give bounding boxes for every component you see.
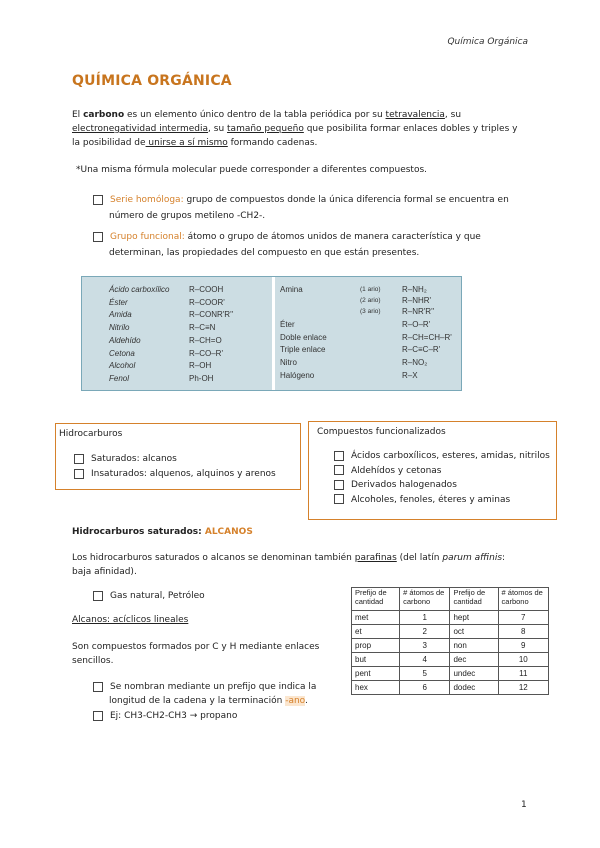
compuestos-text: Son compuestos formados por C y H mediante enlaces sencillos.: [72, 642, 320, 666]
checkbox[interactable]: [93, 711, 103, 721]
checkbox[interactable]: [334, 494, 344, 504]
checkbox[interactable]: [93, 682, 103, 692]
left-formulas: R–COOH R–COOR' R–CONR'R'' R–C≡N R–CH=O R–CO–R' R–OH Ph-OH: [189, 285, 234, 383]
alcanos-intro: Los hidrocarburos saturados o alcanos se denominan también parafinas (del latín parum affinis: baja afinidad).: [72, 553, 506, 577]
functional-groups-table: [81, 276, 462, 391]
right-formulas: R–O–R' R–CH=CH–R' R–C≡C–R' R–NO₂ R–X: [402, 320, 452, 380]
table-header-row: Prefijo de cantidad # átomos de carbono Prefijo de cantidad # átomos de carbono: [352, 588, 549, 611]
def-serie-homologa: Serie homóloga: grupo de compuestos donde la única diferencia formal se encuentra en número de grupos metileno -CH2-.: [93, 192, 543, 224]
table-row: et 2 oct 8: [352, 625, 549, 639]
funcionalizados-title: Compuestos funcionalizados: [317, 427, 446, 437]
aciclicos-heading: Alcanos: acíclicos lineales: [72, 615, 189, 625]
list-item: Insaturados: alquenos, alquinos y arenos: [74, 467, 276, 482]
carbono-term: carbono: [83, 110, 125, 120]
checkbox[interactable]: [93, 232, 103, 242]
list-item: Aldehídos y cetonas: [334, 464, 550, 479]
unirse-term: unirse a sí mismo: [145, 138, 228, 148]
checkbox[interactable]: [93, 195, 103, 205]
electronegatividad-term: electronegatividad intermedia: [72, 124, 209, 134]
checkbox[interactable]: [334, 465, 344, 475]
ejemplo-item: Ej: CH3-CH2-CH3 → propano: [93, 709, 237, 723]
gas-item: Gas natural, Petróleo: [93, 589, 205, 603]
list-item: Alcoholes, fenoles, éteres y aminas: [334, 493, 550, 508]
table-row: prop 3 non 9: [352, 639, 549, 653]
checkbox[interactable]: [74, 454, 84, 464]
amina-label: Amina: [280, 285, 303, 294]
left-names: Ácido carboxílico Éster Amida Nitrilo Aldehído Cetona Alcohol Fenol: [109, 285, 170, 383]
formula-note: *Una misma fórmula molecular puede corresponder a diferentes compuestos.: [76, 165, 427, 175]
checkbox[interactable]: [93, 591, 103, 601]
amina-formulas: R–NH₂ R–NHR' R–NR'R'': [402, 285, 435, 316]
checkbox[interactable]: [74, 469, 84, 479]
page-title: QUÍMICA ORGÁNICA: [72, 73, 232, 89]
prefix-table: [351, 587, 549, 695]
funcionalizados-box: [308, 421, 557, 520]
list-item: Derivados halogenados: [334, 478, 550, 493]
hidrocarburos-box: [55, 423, 301, 490]
table-row: met 1 hept 7: [352, 611, 549, 625]
right-names: Éter Doble enlace Triple enlace Nitro Halógeno: [280, 320, 327, 380]
intro-paragraph: El carbono es un elemento único dentro de la tabla periódica por su tetravalencia, su electronegatividad intermedia, su tamaño pequeño que posibilita formar enlaces dobles y triples y la posibilidad de unirse a sí mismo formando cadenas.: [72, 110, 518, 148]
hidrocarburos-title: Hidrocarburos: [59, 429, 123, 439]
checkbox[interactable]: [334, 480, 344, 490]
list-item: Ácidos carboxílicos, esteres, amidas, nitrilos: [334, 449, 550, 464]
table-row: hex 6 dodec 12: [352, 681, 549, 695]
list-item: Saturados: alcanos: [74, 452, 276, 467]
running-header: Química Orgánica: [447, 37, 528, 47]
def-grupo-funcional: Grupo funcional: átomo o grupo de átomos unidos de manera característica y que determinan, las propiedades del compuesto en que están presentes.: [93, 229, 543, 261]
alcanos-heading: Hidrocarburos saturados: ALCANOS: [72, 527, 253, 537]
page-number: 1: [521, 800, 527, 810]
table-row: pent 5 undec 11: [352, 667, 549, 681]
tetravalencia-term: tetravalencia: [385, 110, 445, 120]
checkbox[interactable]: [334, 451, 344, 461]
amina-degrees: (1 ario) (2 ario) (3 ario): [360, 286, 381, 315]
prefijo-note: Se nombran mediante un prefijo que indica la longitud de la cadena y la terminación -ano.: [93, 680, 353, 708]
table-row: but 4 dec 10: [352, 653, 549, 667]
tamano-term: tamaño pequeño: [227, 124, 304, 134]
